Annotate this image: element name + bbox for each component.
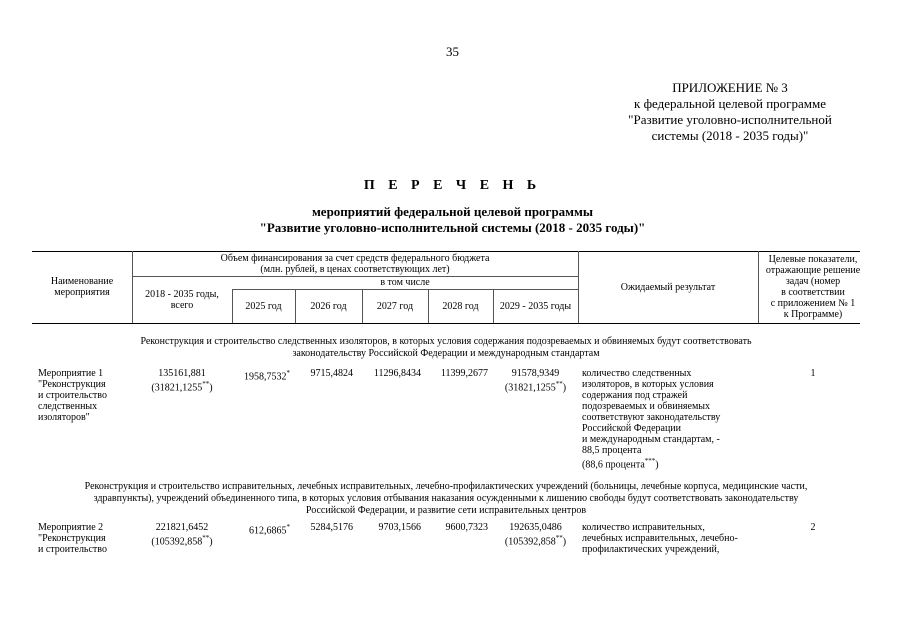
indicator-number: 2 (810, 522, 816, 533)
document-subtitle (0, 204, 905, 236)
amount-2027: 11296,8434 (373, 368, 421, 379)
cell-line: и международным стандартам, - (582, 434, 720, 445)
cell-line: изоляторов" (38, 412, 90, 423)
measure-name (38, 368, 132, 423)
header-text: в соответствии (781, 287, 845, 298)
subtitle-line: мероприятий федеральной целевой программы (311, 204, 594, 219)
header-text: Целевые показатели, (768, 254, 858, 265)
footnote-mark: ** (202, 380, 210, 388)
header-name (32, 251, 132, 323)
header-text: задач (номер (785, 276, 841, 287)
section-line: здравпункты), учреждений объединенного типа, в которых условия отбывания наказания осужденными к лишению свободы будут соответствовать законодательству (93, 493, 799, 504)
amount-2027: 9703,1566 (378, 522, 421, 533)
footnote-mark: ** (202, 534, 210, 542)
header-indicators (758, 251, 868, 323)
header-text: с приложением № 1 (770, 298, 856, 309)
cell-line: соответствуют законодательству (582, 412, 721, 423)
header-2029-2035: 2029 - 2035 годы (499, 300, 572, 312)
header-text: (млн. рублей, в ценах соответствующих лет) (260, 263, 450, 275)
header-text: отражающие решение (765, 265, 861, 276)
amount-value: 91578,9349 (511, 368, 560, 379)
header-financing (132, 251, 578, 276)
cell-line: лечебных исправительных, лечебно- (582, 533, 738, 544)
section-line: Реконструкция и строительство следственных изоляторов, в которых условия содержания подозреваемых и обвиняемых будут соответствовать (140, 336, 752, 347)
amount-value: 135161,881 (158, 368, 206, 379)
header-including: в том числе (380, 277, 430, 288)
footnote-mark: ** (555, 380, 563, 388)
expected-result (582, 368, 758, 470)
indicator-number: 1 (810, 368, 816, 379)
measure-name (38, 522, 132, 555)
cell-line: Мероприятие 2 (38, 522, 104, 533)
amount-subvalue (134, 533, 230, 547)
amount-value: 221821,6452 (155, 522, 209, 533)
total-amount (134, 368, 230, 393)
amount-2029-2035 (493, 368, 578, 393)
section-line: Российской Федерации, и развитие сети исправительных центров (305, 505, 587, 516)
amount-subvalue-text: (105392,858 (504, 536, 556, 548)
footnote-mark: ** (555, 534, 563, 542)
footnote-mark: * (286, 523, 290, 531)
header-result: Ожидаемый результат (620, 281, 716, 293)
expected-result (582, 522, 758, 555)
footnote-mark: *** (644, 457, 656, 465)
amount-subvalue-text: (31821,1255 (504, 382, 556, 394)
amount-value: 612,6865 (249, 525, 287, 537)
amount-subvalue (493, 379, 578, 393)
header-text: Объем финансирования за счет средств федерального бюджета (220, 252, 490, 264)
footnote-mark: * (286, 369, 290, 377)
amount-subvalue (493, 533, 578, 547)
appendix-line: "Развитие уголовно-исполнительной (628, 112, 832, 127)
amount-value: 192635,0486 (509, 522, 562, 533)
amount-2028: 11399,2677 (440, 368, 488, 379)
appendix-line: ПРИЛОЖЕНИЕ № 3 (672, 80, 788, 95)
header-text: Наименование (50, 276, 114, 287)
header-bottom-border (32, 323, 860, 324)
cell-line: Мероприятие 1 (38, 368, 104, 379)
header-2027: 2027 год (376, 300, 414, 312)
cell-line: и строительство (38, 390, 107, 401)
header-text: всего (170, 299, 194, 311)
page-number: 35 (446, 44, 459, 59)
section-line: Реконструкция и строительство исправительных, лечебных исправительных, лечебно-профилактических учреждений (больницы, лечебные корпуса, медицинские части, (84, 481, 808, 492)
amount-subvalue-close: ) (209, 536, 213, 548)
amount-subvalue (134, 379, 230, 393)
amount-2025 (232, 368, 290, 382)
header-text: к Программе) (783, 309, 843, 320)
amount-2026: 9715,4824 (310, 368, 353, 379)
amount-2029-2035 (493, 522, 578, 547)
amount-subvalue-close: ) (209, 382, 213, 394)
cell-line: количество следственных (582, 368, 692, 379)
cell-line: изоляторов, в которых условия (582, 379, 714, 390)
result-close: ) (655, 459, 659, 471)
header-text: 2018 - 2035 годы, (145, 288, 219, 300)
amount-subvalue-close: ) (562, 536, 567, 548)
header-text: мероприятия (54, 287, 110, 298)
cell-line: и строительство (38, 544, 107, 555)
document-title: П Е Р Е Ч Е Н Ь (363, 178, 542, 193)
section-line: законодательству Российской Федерации и международным стандартам (292, 348, 600, 359)
amount-2026: 5284,5176 (310, 522, 353, 533)
result-text: (88,6 процента (582, 459, 645, 471)
cell-line: профилактических учреждений, (582, 544, 720, 555)
cell-line (582, 456, 758, 470)
section-heading (32, 481, 860, 517)
header-2026: 2026 год (310, 300, 347, 312)
amount-value: 1958,7532 (244, 371, 287, 383)
cell-line: подозреваемых и обвиняемых (582, 401, 711, 412)
amount-subvalue-close: ) (562, 382, 567, 394)
total-amount (134, 522, 230, 547)
header-2025: 2025 год (245, 300, 282, 312)
amount-subvalue-text: (31821,1255 (151, 382, 203, 394)
header-total (132, 276, 232, 323)
subtitle-line: "Развитие уголовно-исполнительной системы (2018 - 2035 годы)" (259, 220, 646, 235)
amount-2028: 9600,7323 (445, 522, 488, 533)
section-heading (32, 336, 860, 360)
cell-line: содержания под стражей (582, 390, 688, 401)
cell-line: следственных (38, 401, 98, 412)
amount-subvalue-text: (105392,858 (151, 536, 203, 548)
cell-line: "Реконструкция (38, 379, 106, 390)
cell-line: 88,5 процента (582, 445, 642, 456)
cell-line: количество исправительных, (582, 522, 705, 533)
cell-line: "Реконструкция (38, 533, 106, 544)
cell-line: Российской Федерации (582, 423, 682, 434)
appendix-line: системы (2018 - 2035 годы)" (651, 128, 809, 143)
header-2028: 2028 год (442, 300, 479, 312)
appendix-header (560, 80, 900, 144)
appendix-line: к федеральной целевой программе (634, 96, 826, 111)
amount-2025 (232, 522, 290, 536)
